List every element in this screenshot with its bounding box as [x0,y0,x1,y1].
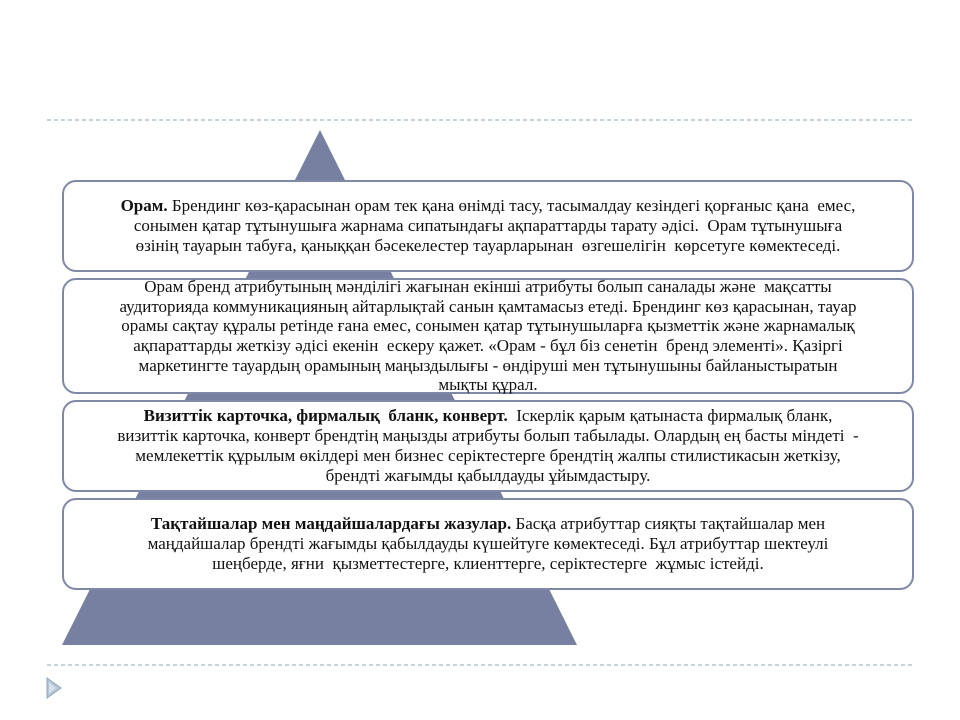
box-line [135,446,840,466]
box-line [139,356,838,376]
box-line [151,514,825,534]
box-line [121,196,856,216]
box-text: орамы сақтау құралы ретінде ғана емес, сонымен қатар тұтынушыларға қызметтік және жарнамалық [121,316,855,336]
box-line [326,466,651,486]
box-packaging-significance [62,278,914,394]
box-text: мемлекеттік құрылым өкілдері мен бизнес серіктестерге брендтің жалпы стилистикасын жеткізу, [135,446,841,465]
box-text: мықты құрал. [438,375,538,395]
box-line [136,236,841,256]
box-text: маңдайшалар брендті жағымды қабылдауды күшейтуге көмектеседі. Бұл атрибуттар шектеулі [147,534,829,553]
box-signboards [62,498,914,590]
box-text: Брендинг көз-қарасынан орам тек қана өнімді тасу, тасымалдау кезіндегі қорғаныс қана емес, [171,196,856,215]
box-lead: Визиттік карточка, фирмалық бланк, конверт. [143,406,508,425]
box-text: Басқа атрибуттар сияқты тақтайшалар мен [515,514,826,533]
box-line [144,277,831,297]
box-packaging [62,180,914,272]
box-lead: Орам. [120,196,168,215]
box-line [133,336,843,356]
box-line [134,216,842,236]
box-line [121,316,855,336]
box-lead: Тақтайшалар мен маңдайшалардағы жазулар. [150,514,512,533]
box-text: визиттік карточка, конверт брендтің маңызды атрибуты болып табылады. Олардың ең басты міндеті - [117,426,859,445]
box-line [438,375,537,395]
box-line [117,426,858,446]
box-text: өзінің тауарын табуға, қаныққан бәсекелестер тауарларынан өзгешелігін көрсетуге көмектеседі. [135,236,841,255]
box-text: брендті жағымды қабылдауды ұйымдастыру. [325,466,651,485]
box-text: маркетингте тауардың орамының маңыздылығы - өндіруші мен тұтынушыны байланыстыратын [138,355,838,375]
box-text: сонымен қатар тұтынушыға жарнама сипатындағы ақпараттарды тарату әдісі. Орам тұтынушыға [133,216,843,235]
box-text: аудиторияда коммуникацияның айтарлықтай санын қамтамасыз етеді. Брендинг көз қарасынан, тауар [119,296,857,316]
box-business-cards [62,400,914,492]
box-text: Орам бренд атрибутының мәнділігі жағынан екінші атрибуты болып саналады және мақсатты [144,277,832,297]
box-line [148,534,829,554]
box-text: ақпараттарды жеткізу әдісі екенін ескеру қажет. «Орам - бұл біз сенетін бренд элементі». Қазіргі [133,336,843,355]
box-line [144,406,833,426]
box-line [212,554,763,574]
play-triangle-icon [47,678,61,698]
box-text: шеңберде, яғни қызметтестерге, клиенттерге, серіктестерге жұмыс істейді. [212,554,764,573]
box-text: Іскерлік қарым қатынаста фирмалық бланк, [512,406,833,425]
box-line [119,297,856,317]
